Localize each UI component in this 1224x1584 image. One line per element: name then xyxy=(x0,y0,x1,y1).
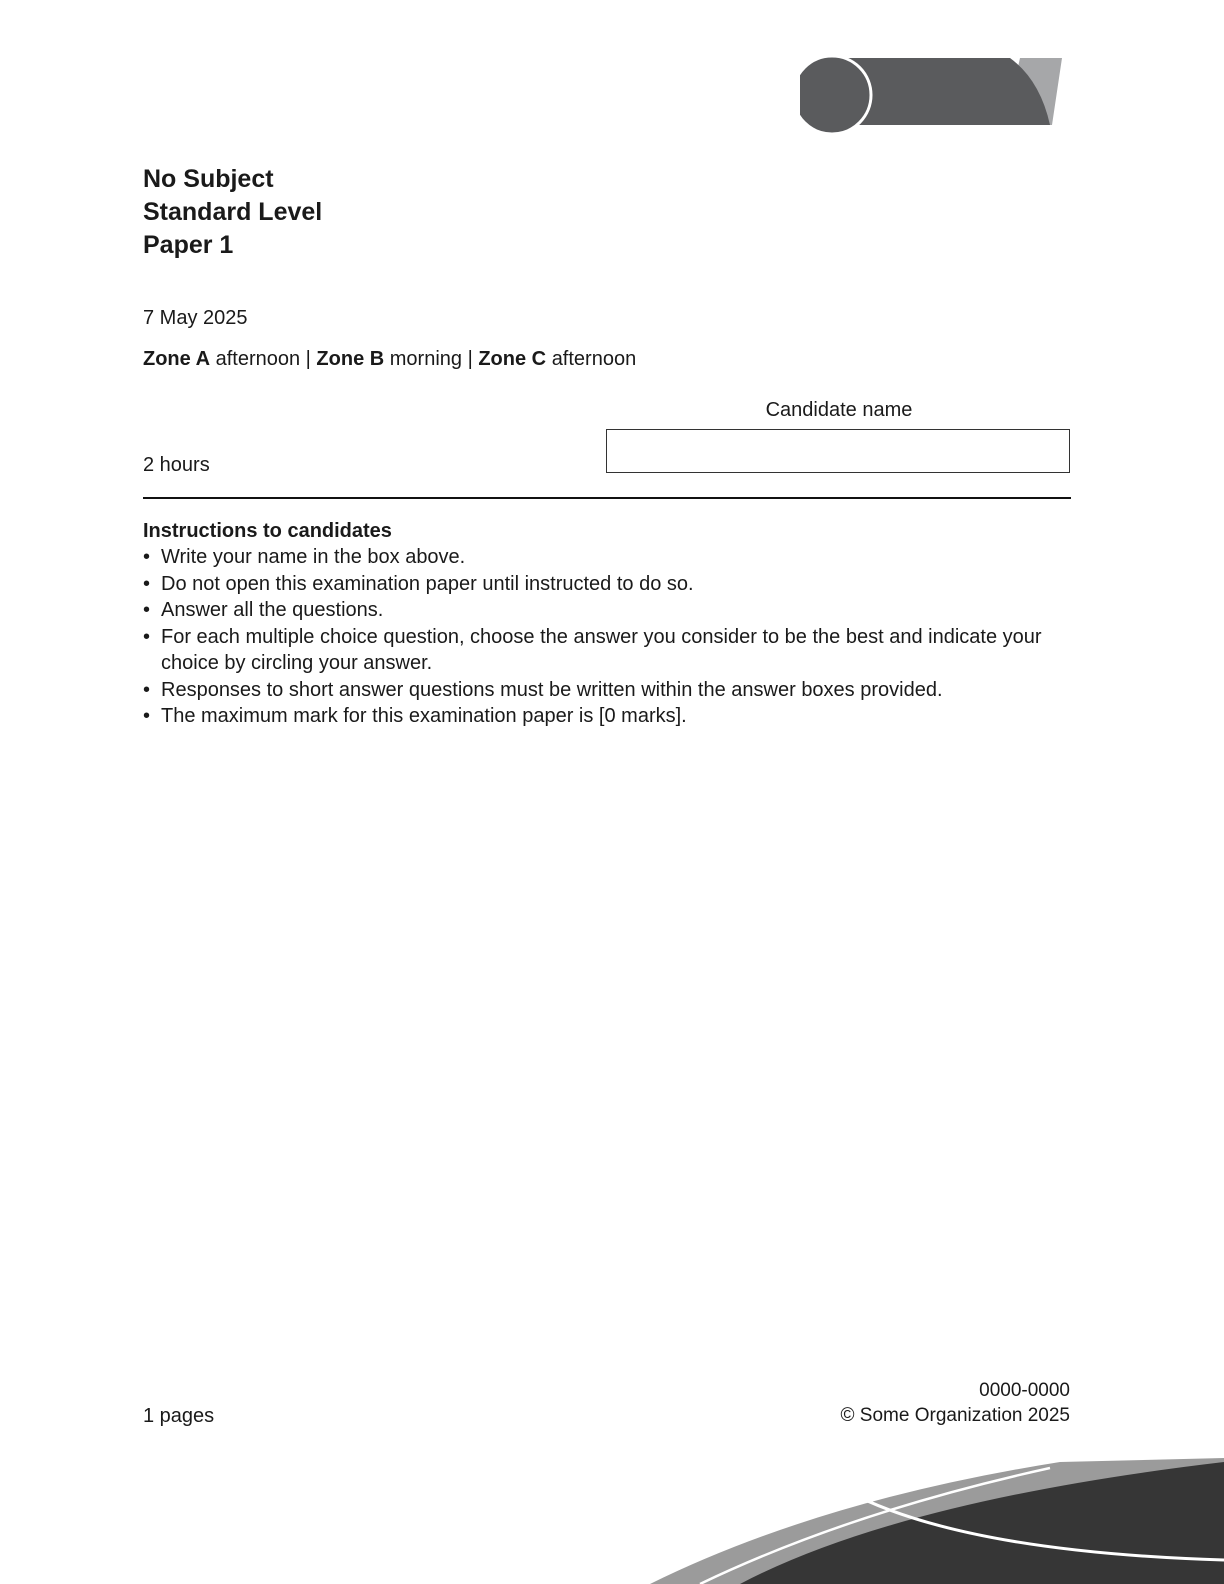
candidate-name-label: Candidate name xyxy=(765,399,913,421)
instructions-section xyxy=(143,518,1083,730)
exam-title xyxy=(143,163,322,262)
zone-times xyxy=(143,348,636,371)
paper-code-block xyxy=(841,1378,1070,1428)
paper-title: Paper 1 xyxy=(143,231,234,259)
instruction-item: • For each multiple choice question, choose the answer you consider to be the best and indicate your choice by circling your answer. xyxy=(143,624,1083,677)
level-title: Standard Level xyxy=(143,198,323,226)
instructions-heading: Instructions to candidates xyxy=(143,520,392,542)
candidate-name-field[interactable] xyxy=(606,429,1070,473)
zone-c-time: afternoon xyxy=(551,348,637,370)
instruction-item: • Answer all the questions. xyxy=(143,597,1083,624)
instruction-item: • Do not open this examination paper until instructed to do so. xyxy=(143,571,1083,598)
paper-code: 0000-0000 xyxy=(979,1380,1070,1401)
zone-a-time: afternoon xyxy=(215,348,301,370)
page-count: 1 pages xyxy=(143,1405,215,1427)
zone-b-label: Zone B xyxy=(316,348,385,370)
copyright-notice: © Some Organization 2025 xyxy=(840,1405,1070,1426)
zone-separator: | xyxy=(462,348,479,370)
zone-a-label: Zone A xyxy=(143,348,211,370)
brand-logo xyxy=(800,55,1080,137)
footer-decoration xyxy=(0,1440,1224,1584)
subject-title: No Subject xyxy=(143,165,274,193)
instruction-item: • Write your name in the box above. xyxy=(143,544,1083,571)
instructions-list xyxy=(143,544,1083,730)
zone-separator: | xyxy=(300,348,317,370)
exam-duration: 2 hours xyxy=(143,454,210,476)
zone-b-time: morning xyxy=(389,348,463,370)
divider xyxy=(143,497,1071,499)
instruction-item: • The maximum mark for this examination paper is [0 marks]. xyxy=(143,703,1083,730)
zone-c-label: Zone C xyxy=(478,348,547,370)
instruction-item: • Responses to short answer questions must be written within the answer boxes provided. xyxy=(143,677,1083,704)
exam-date: 7 May 2025 xyxy=(143,307,248,329)
